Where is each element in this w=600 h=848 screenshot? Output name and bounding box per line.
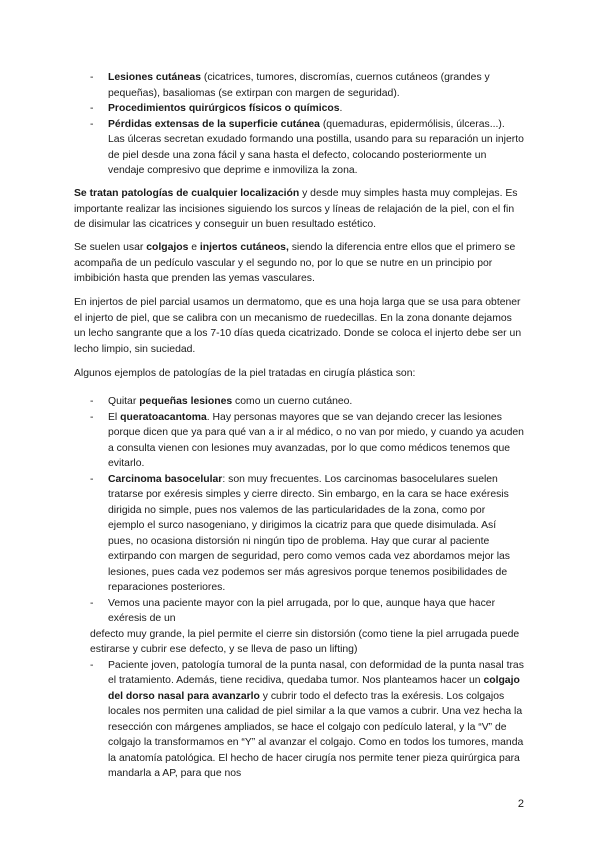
list-item — [90, 70, 524, 101]
item-bold: colgajo del dorso nasal para avanzarlo — [108, 675, 520, 702]
item-text: : son muy frecuentes. Los carcinomas basocelulares suelen tratarse por exéresis simples y cierre directo. Sin embargo, en la cara se hace exéresis dirigida no simple, pues nos valemos de las particularidades de la zona, como por ejemplo el surco nasogeniano, y dirigimos la cicatriz para que quede disimulada. Así pues, no ocasiona distorsión ni ningún tipo de problema. Hay que curar al paciente extirpando con margen de seguridad, pero como vemos cada vez abordamos mejor las lesiones, pues cada vez podemos ser más agresivos porque tenemos posibilidades de reparaciones posteriores. — [108, 473, 510, 593]
para-bold: colgajos — [146, 242, 189, 253]
para-bold: injertos cutáneos, — [199, 242, 289, 253]
list-dash: - — [90, 659, 94, 671]
list-dash: - — [90, 473, 94, 485]
item-text: como un cuerno cutáneo. — [232, 396, 353, 407]
paragraph-examples-intro: Algunos ejemplos de patologías de la piel tratadas en cirugía plástica son: — [74, 368, 416, 379]
list-item — [90, 410, 524, 472]
item-bold: Pérdidas extensas de la superficie cutánea — [108, 118, 320, 130]
list-dash: - — [90, 118, 94, 130]
item-text: (cicatrices, tumores, discromías, cuernos cutáneos (grandes y pequeñas), basaliomas (se extirpan con margen de seguridad). — [108, 72, 490, 99]
item-bold: Carcinoma basocelular — [108, 473, 223, 485]
paragraph-colgajos — [74, 240, 524, 287]
list-item — [90, 658, 524, 782]
item-bold: Procedimientos quirúrgicos físicos o químicos — [108, 103, 340, 114]
item-text: y cubrir todo el defecto tras la exéresis. Los colgajos locales nos permiten una calidad de piel similar a la que vamos a cubrir. Una vez hecha la resección con márgenes ampliados, se hace el colgajo con pedículo lateral, y la “V” de colgajo la transformamos en “Y” al avanzar el colgajo. Como en todos los tumores, manda la anatomía patológica. El hecho de hacer cirugía nos permite tener pieza quirúrgica para mandarla a AP, para que nos — [108, 690, 524, 779]
para-bold: Se tratan patologías de cualquier localización — [74, 188, 300, 199]
item-text: Paciente joven, patología tumoral de la punta nasal, con deformidad de la punta nasal tras el tratamiento. Además, tiene recidiva, quedaba tumor. Nos planteamos hacer un — [108, 659, 524, 686]
item-text: Vemos una paciente mayor con la piel arrugada, por lo que, aunque haya que hacer exéresis de un — [108, 597, 496, 624]
list-item — [90, 101, 524, 117]
item-text: defecto muy grande, la piel permite el cierre sin distorsión (como tiene la piel arrugada puede estirarse y cubrir ese defecto, y se lleva de paso un lifting) — [90, 628, 520, 655]
list-item — [90, 394, 524, 410]
list-dash: - — [90, 72, 94, 83]
para-text: e — [188, 242, 200, 253]
item-text: El — [108, 411, 121, 423]
examples-list — [90, 394, 524, 782]
list-item-continuation — [90, 627, 524, 658]
item-text: . — [339, 103, 343, 114]
list-dash: - — [90, 597, 94, 609]
list-dash: - — [90, 103, 94, 114]
list-item — [90, 472, 524, 596]
list-dash: - — [90, 396, 94, 407]
item-bold: pequeñas lesiones — [139, 396, 233, 407]
list-item — [90, 596, 524, 627]
para-text: siendo la diferencia entre ellos que el primero se acompaña de un pedículo vascular y el segundo no, por lo que se nutre en un principio por imbibición hasta que prenden las yemas vasculares. — [74, 242, 516, 284]
para-text: y desde muy simples hasta muy complejas. Es importante realizar las incisiones siguiendo los surcos y líneas de relajación de la piel, con el fin de disimular las cicatrices y conseguir un buen resultado estético. — [74, 188, 518, 230]
paragraph-dermatomo: En injertos de piel parcial usamos un dermatomo, que es una hoja larga que se usa para obtener el injerto de piel, que se calibra con un mecanismo de ruedecillas. En la zona donante dejamos un lecho sangrante que a los 7-10 días queda cicatrizado. Donde se coloca el injerto debe ser un lecho limpio, sin suciedad. — [74, 297, 522, 355]
para-text: Se suelen usar — [74, 242, 147, 253]
item-text: Quitar — [108, 396, 140, 407]
page-number: 2 — [517, 798, 524, 810]
item-bold: queratoacantoma — [120, 411, 207, 423]
item-text: (quemaduras, epidermólisis, úlceras...). Las úlceras secretan exudado formando una postilla, usando para su reparación un injerto de piel desde una zona fácil y sana hasta el defecto, colocando posteriormente un vendaje compresivo que deprime e inmoviliza la zona. — [108, 118, 524, 176]
paragraph-localization — [74, 186, 524, 233]
item-text: . Hay personas mayores que se van dejando crecer las lesiones porque dicen que ya para qué van a ir al médico, o no van por miedo, y cuando ya acuden a consulta vienen con lesiones muy avanzadas, por lo que como médicos tenemos que evitarlo. — [108, 411, 524, 469]
list-dash: - — [90, 411, 94, 423]
pathology-list — [90, 70, 524, 179]
item-bold: Lesiones cutáneas — [108, 72, 201, 83]
list-item — [90, 117, 524, 179]
